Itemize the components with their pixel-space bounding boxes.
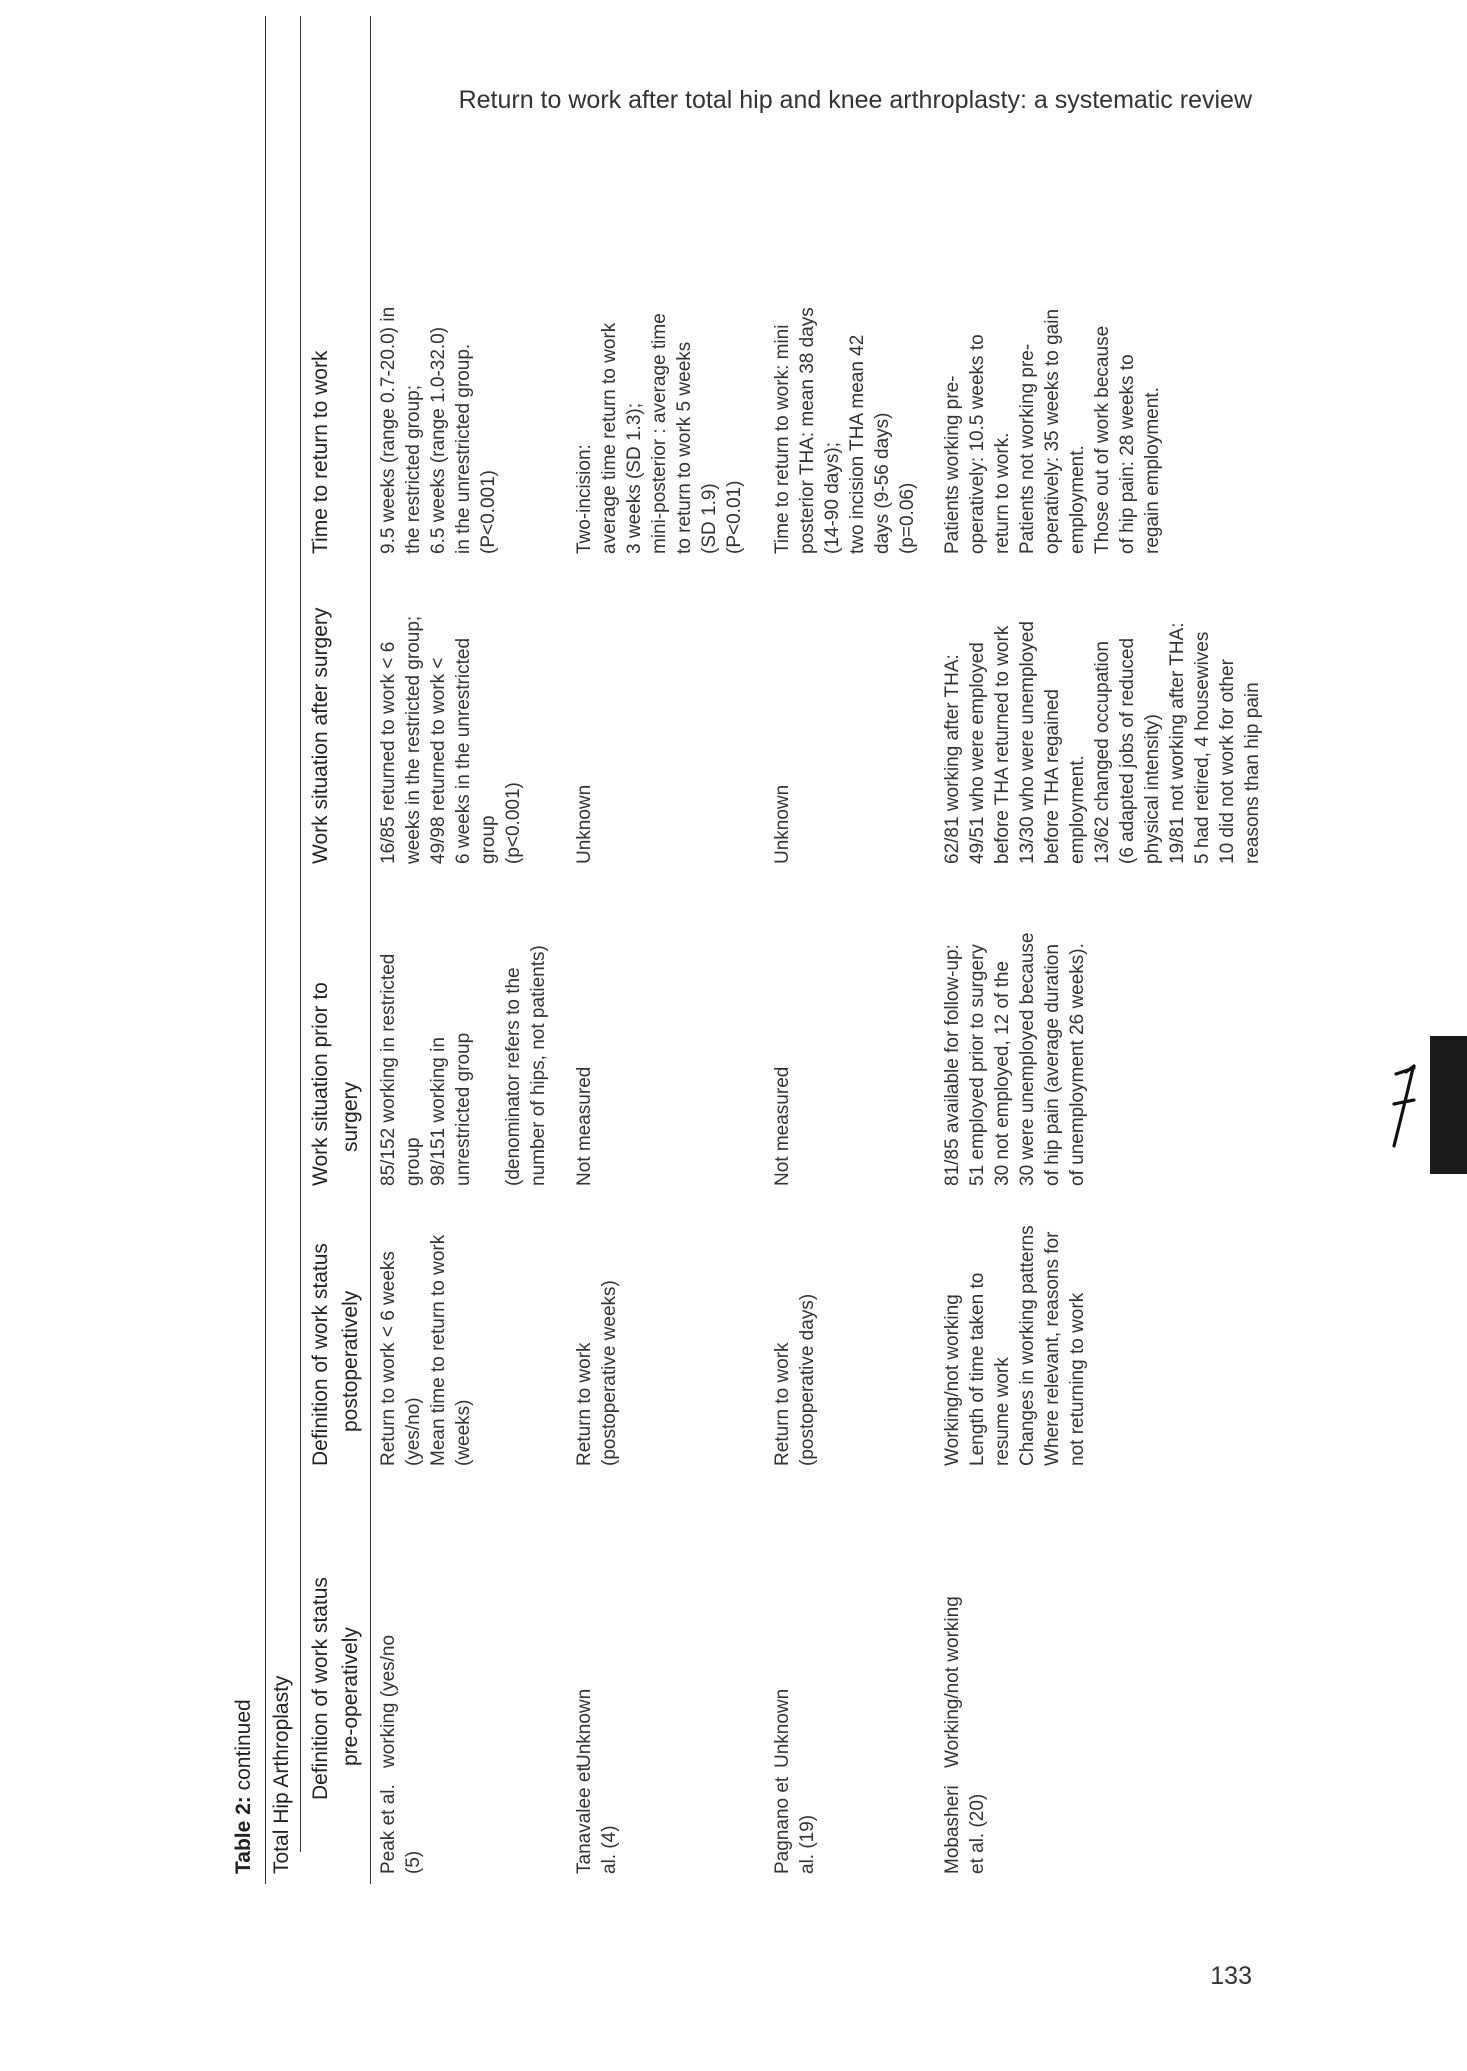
cell-line: Working/not working bbox=[942, 1596, 963, 1768]
cell-line: Peak et al. bbox=[378, 1784, 399, 1874]
cell-line: of hip pain: 28 weeks to bbox=[1117, 354, 1138, 554]
cell-line: group bbox=[478, 815, 499, 864]
cell-line: (weeks) bbox=[453, 1399, 474, 1466]
cell-line: Unknown bbox=[772, 784, 793, 864]
cell-line: mini-posterior : average time bbox=[649, 313, 670, 554]
cell-line: 13/30 who were unemployed bbox=[1017, 621, 1038, 864]
cell-line: resume work bbox=[992, 1357, 1013, 1466]
cell-line: 9.5 weeks (range 0.7-20.0) in bbox=[378, 306, 399, 554]
header-line: Time to return to work bbox=[309, 350, 332, 554]
row-tanavalee-time bbox=[572, 313, 747, 554]
page-number: 133 bbox=[1210, 1962, 1252, 1990]
cell-line: 3 weeks (SD 1.3); bbox=[624, 403, 645, 554]
row-pagnano-prior bbox=[770, 1067, 795, 1186]
cell-line: Unknown bbox=[772, 1688, 793, 1768]
header-line: postoperatively bbox=[339, 1290, 362, 1432]
table-caption bbox=[232, 1699, 256, 1874]
cell-line: operatively: 35 weeks to gain bbox=[1042, 308, 1063, 554]
header-post bbox=[306, 1243, 366, 1466]
cell-line: et al. (20) bbox=[967, 1793, 988, 1874]
row-peak-prior bbox=[376, 945, 551, 1186]
row-mobasheri-time bbox=[940, 309, 1165, 554]
cell-line: Changes in working patterns bbox=[1017, 1225, 1038, 1466]
cell-line: Return to work < 6 weeks bbox=[378, 1251, 399, 1466]
cell-line: 10 did not work for other bbox=[1217, 659, 1238, 864]
cell-line: in the unrestricted group. bbox=[453, 343, 474, 554]
cell-line: 30 were unemployed because bbox=[1017, 932, 1038, 1186]
cell-line: employment. bbox=[1067, 755, 1088, 864]
cell-line: (P<0.001) bbox=[478, 470, 499, 554]
cell-line: to return to work 5 weeks bbox=[674, 341, 695, 554]
cell-line: 49/51 who were employed bbox=[967, 642, 988, 864]
cell-line: (SD 1.9) bbox=[699, 483, 720, 554]
row-mobasheri-post bbox=[940, 1225, 1090, 1466]
cell-line: days (9-56 days) bbox=[872, 412, 893, 554]
cell-line: 51 employed prior to surgery bbox=[967, 944, 988, 1186]
header-line: Work situation prior to bbox=[309, 982, 332, 1186]
row-tanavalee-post bbox=[572, 1280, 622, 1466]
cell-line: not returning to work bbox=[1067, 1292, 1088, 1466]
row-tanavalee-after bbox=[572, 785, 597, 864]
cell-line: al. (19) bbox=[797, 1814, 818, 1874]
cell-line: Working/not working bbox=[942, 1294, 963, 1466]
cell-line: weeks in the restricted group; bbox=[403, 615, 424, 864]
cell-line: 49/98 returned to work < bbox=[428, 657, 449, 864]
cell-line: before THA regained bbox=[1042, 689, 1063, 864]
cell-line: average time return to work bbox=[599, 322, 620, 554]
cell-line: group bbox=[403, 1137, 424, 1186]
header-rule bbox=[370, 16, 371, 1884]
cell-line: two incision THA mean 42 bbox=[847, 334, 868, 554]
cell-line: posterior THA: mean 38 days bbox=[797, 307, 818, 554]
section-title: Total Hip Arthroplasty bbox=[270, 1675, 293, 1874]
header-pre bbox=[306, 1577, 366, 1800]
header-after bbox=[306, 608, 336, 864]
row-mobasheri-prior bbox=[940, 932, 1090, 1186]
cell-line: (postoperative weeks) bbox=[599, 1280, 620, 1466]
cell-line: of hip pain (average duration bbox=[1042, 944, 1063, 1186]
cell-line: operatively: 10.5 weeks to bbox=[967, 334, 988, 554]
row-tanavalee-prior bbox=[572, 1067, 597, 1186]
row-mobasheri-study bbox=[940, 1785, 990, 1874]
row-pagnano-time bbox=[770, 307, 920, 554]
cell-line: Patients not working pre- bbox=[1017, 343, 1038, 554]
cell-line: al. (4) bbox=[599, 1825, 620, 1874]
row-tanavalee-pre bbox=[572, 1689, 597, 1768]
cell-line: of unemployment 26 weeks). bbox=[1067, 943, 1088, 1186]
cell-line: 81/85 available for follow-up: bbox=[942, 944, 963, 1186]
cell-line: Tanavalee et bbox=[574, 1766, 595, 1874]
cell-line: 30 not employed, 12 of the bbox=[992, 961, 1013, 1186]
cell-line: Those out of work because bbox=[1092, 325, 1113, 554]
cell-line: Mean time to return to work bbox=[428, 1234, 449, 1466]
cell-line: return to work. bbox=[992, 432, 1013, 554]
table-top-rule bbox=[265, 16, 266, 1884]
cell-line bbox=[476, 945, 501, 1186]
cell-line: Length of time taken to bbox=[967, 1272, 988, 1466]
header-line: surgery bbox=[339, 1081, 362, 1152]
cell-line: Not measured bbox=[574, 1066, 595, 1186]
cell-line: Time to return to work: mini bbox=[772, 324, 793, 554]
header-prior bbox=[306, 982, 366, 1186]
cell-line: Return to work bbox=[574, 1342, 595, 1466]
cell-line: Unknown bbox=[574, 1688, 595, 1768]
row-mobasheri-after bbox=[940, 621, 1265, 864]
cell-line: reasons than hip pain bbox=[1242, 682, 1263, 864]
cell-line: (14-90 days); bbox=[822, 442, 843, 554]
cell-line: before THA returned to work bbox=[992, 625, 1013, 864]
cell-line: 13/62 changed occupation bbox=[1092, 641, 1113, 864]
cell-line: Pagnano et bbox=[772, 1776, 793, 1874]
row-peak-after bbox=[376, 616, 526, 864]
cell-line: regain employment. bbox=[1142, 387, 1163, 554]
row-pagnano-after bbox=[770, 785, 795, 864]
row-peak-post bbox=[376, 1235, 476, 1466]
chapter-thumb-tab bbox=[1430, 1036, 1467, 1174]
cell-line: Return to work bbox=[772, 1342, 793, 1466]
cell-line: (6 adapted jobs of reduced bbox=[1117, 637, 1138, 864]
cell-line: 85/152 working in restricted bbox=[378, 953, 399, 1186]
row-mobasheri-pre bbox=[940, 1596, 965, 1768]
header-line: Work situation after surgery bbox=[309, 607, 332, 864]
chapter-seven-mark-icon bbox=[1384, 1064, 1424, 1148]
cell-line: number of hips, not patients) bbox=[528, 945, 549, 1186]
cell-line: (P<0.01) bbox=[724, 480, 745, 554]
cell-line: the restricted group; bbox=[403, 385, 424, 554]
cell-line: physical intensity) bbox=[1142, 714, 1163, 864]
cell-line: 6.5 weeks (range 1.0-32.0) bbox=[428, 326, 449, 554]
cell-line: Where relevant, reasons for bbox=[1042, 1231, 1063, 1466]
row-pagnano-study bbox=[770, 1777, 820, 1874]
section-rule bbox=[300, 16, 301, 1852]
cell-line: (p=0.06) bbox=[897, 482, 918, 554]
row-pagnano-pre bbox=[770, 1689, 795, 1768]
cell-line: 16/85 returned to work < 6 bbox=[378, 641, 399, 864]
cell-line: (yes/no) bbox=[403, 1397, 424, 1466]
cell-line: working (yes/no bbox=[378, 1634, 399, 1768]
header-line: Definition of work status bbox=[309, 1577, 332, 1800]
cell-line: (denominator refers to the bbox=[503, 967, 524, 1186]
cell-line: unrestricted group bbox=[453, 1032, 474, 1186]
rotated-table bbox=[228, 16, 1263, 1884]
row-peak-time bbox=[376, 307, 501, 554]
cell-line: 98/151 working in bbox=[428, 1037, 449, 1186]
caption-text: continued bbox=[232, 1699, 255, 1797]
cell-line: 62/81 working after THA: bbox=[942, 654, 963, 864]
cell-line: (5) bbox=[403, 1850, 424, 1874]
row-peak-pre bbox=[376, 1635, 401, 1768]
cell-line: 19/81 not working after THA: bbox=[1167, 622, 1188, 864]
cell-line: Two-incision: bbox=[574, 444, 595, 554]
cell-line: (postoperative days) bbox=[797, 1293, 818, 1466]
cell-line: 6 weeks in the unrestricted bbox=[453, 637, 474, 864]
row-tanavalee-study bbox=[572, 1766, 622, 1874]
cell-line: Patients working pre- bbox=[942, 375, 963, 554]
cell-line: Unknown bbox=[574, 784, 595, 864]
cell-line: (p<0.001) bbox=[503, 782, 524, 864]
cell-line: employment. bbox=[1067, 445, 1088, 554]
cell-line: Mobasheri bbox=[942, 1785, 963, 1874]
cell-line: Not measured bbox=[772, 1066, 793, 1186]
row-pagnano-post bbox=[770, 1294, 820, 1466]
cell-line: 5 had retired, 4 housewives bbox=[1192, 631, 1213, 864]
header-line: Definition of work status bbox=[309, 1243, 332, 1466]
header-time bbox=[306, 351, 336, 554]
running-header: Return to work after total hip and knee arthroplasty: a systematic review bbox=[458, 86, 1252, 114]
header-line: pre-operatively bbox=[339, 1627, 362, 1766]
row-peak-study bbox=[376, 1784, 426, 1874]
caption-label: Table 2: bbox=[232, 1796, 255, 1874]
